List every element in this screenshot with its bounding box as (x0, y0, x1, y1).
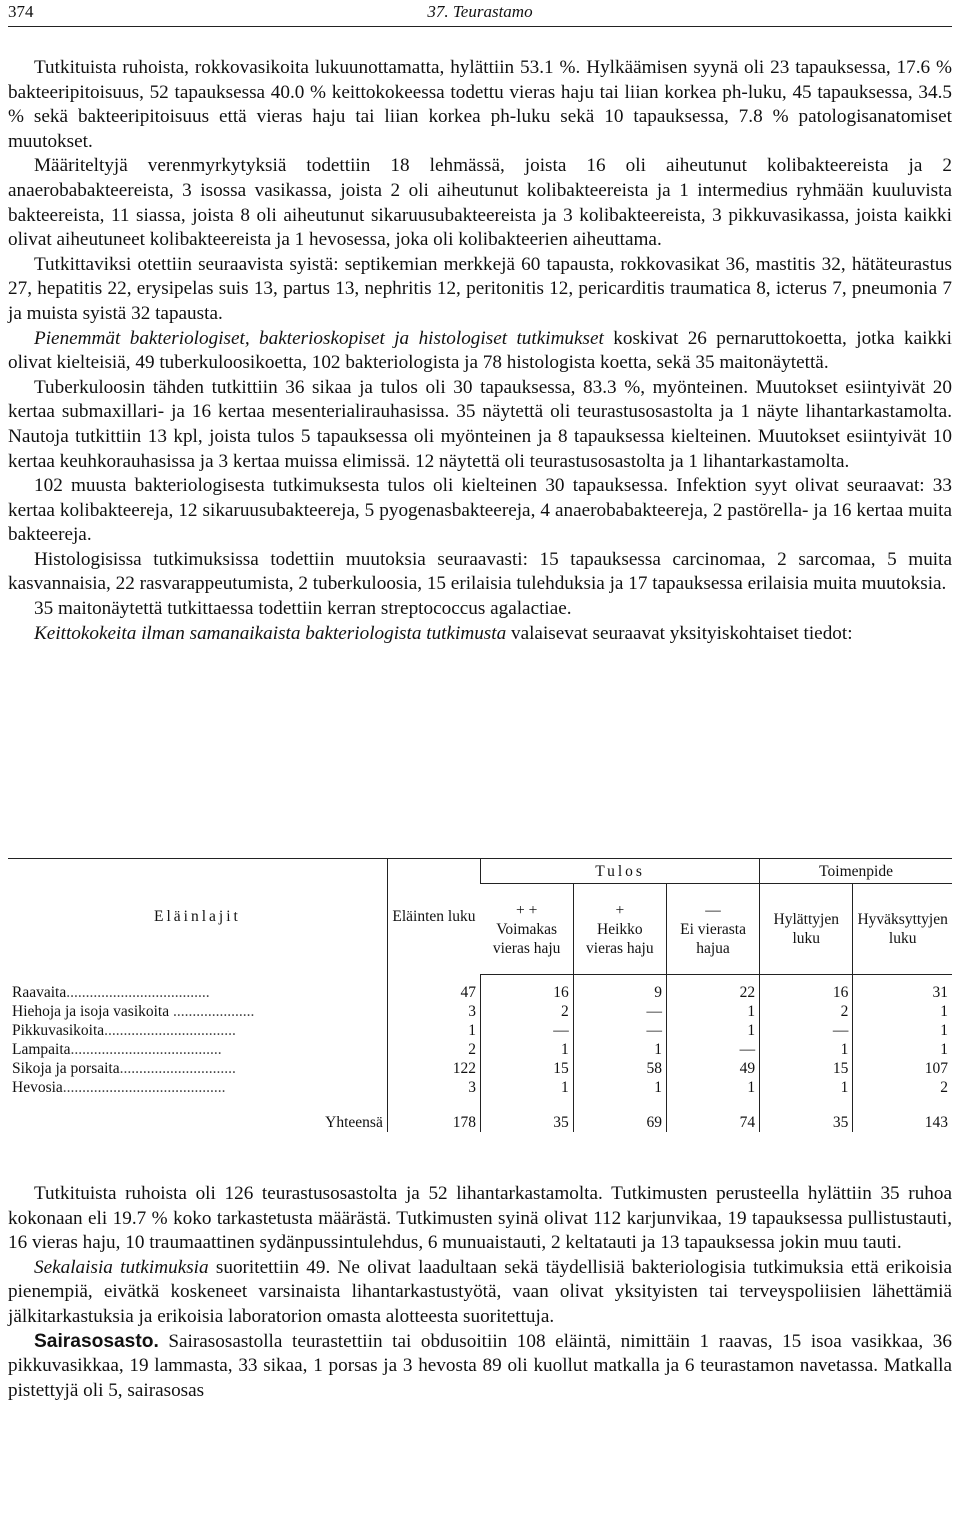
col-header-toimenpide: Toimenpide (760, 859, 952, 884)
row-label: Raavaita..................................... (12, 983, 210, 1001)
cell: 2 (853, 1078, 952, 1097)
paragraph: Histologisissa tutkimuksissa todettiin muutoksia seuraavasti: 15 tapauksessa carcinomaa, 2 sarcomaa, 5 muita kasvannaisia, 22 rasvarappeutumista, 2 tuberkuloosia, 15 erilaisia tulehduksia ja 17 tapauksessa erilaisia muita muutoksia. (8, 548, 952, 595)
table-header-row (8, 859, 952, 884)
col-header-weak-odor: + Heikko vieras haju (573, 884, 666, 975)
cell: 107 (853, 1059, 952, 1078)
table-row (8, 1059, 952, 1078)
paragraph (8, 327, 952, 376)
cell: 1 (666, 1021, 759, 1040)
paragraph-text: Sairasosastolla teurastettiin tai obdusoitiin 108 eläintä, nimittäin 1 raavas, 15 isoa vasikkaa, 36 pikkuvasikkaa, 19 lammasta, 33 sikaa, 1 porsas ja 3 hevosta 89 oli kuollut matkalla ja 6 teurastamon navetassa. Matkalla pistettyjä oli 5, sairasosas (8, 1330, 952, 1401)
cell: 1 (481, 1040, 574, 1059)
paragraph-text: valaisevat seuraavat yksityiskohtaiset tiedot: (506, 622, 853, 644)
row-label: Lampaita....................................... (12, 1041, 222, 1058)
bold-heading: Sairasosasto. (34, 1330, 159, 1352)
italic-heading: Pienemmät bakteriologiset, bakterioskopiset ja histologiset tutkimukset (34, 327, 604, 349)
table-row (8, 1040, 952, 1059)
cell: 1 (853, 1040, 952, 1059)
table-row (8, 1002, 952, 1021)
cell: 47 (387, 975, 480, 1003)
chapter-title: 37. Teurastamo (427, 2, 533, 21)
cell: 1 (760, 1078, 853, 1097)
cell: 31 (853, 975, 952, 1003)
paragraph (8, 1330, 952, 1404)
page-header (8, 0, 952, 26)
paragraph (8, 622, 952, 647)
cell: 69 (573, 1097, 666, 1132)
cell: 1 (481, 1078, 574, 1097)
row-label: Hiehoja ja isoja vasikoita ..................... (12, 1003, 255, 1020)
boiling-test-table (8, 858, 952, 1132)
paragraph: Määriteltyjä verenmyrkytyksiä todettiin 18 lehmässä, joista 16 oli aiheutunut kolibakteereista ja 2 anaerobabakteereista, 3 isossa vasikassa, joista 2 oli aiheutunut kolibakteereista ja 1 intermedius ryhmään kuuluvista bakteereista, 11 siassa, joista 8 oli aiheutunut sikaruusubakteereista ja 3 kolibakteereista, 3 pikkuvasikassa, joista kaikki olivat aiheutuneet kolibakteereista ja 1 hevosessa, joka oli kolibakteerien aiheuttama. (8, 155, 952, 251)
cell: 1 (666, 1002, 759, 1021)
cell: 35 (760, 1097, 853, 1132)
italic-heading: Sekalaisia tutkimuksia (34, 1256, 209, 1278)
cell: 1 (853, 1021, 952, 1040)
paragraph: Tutkittaviksi otettiin seuraavista syistä: septikemian merkkejä 60 tapausta, rokkovasikat 36, mastitis 32, hätäteurastus 27, hepatitis 22, erysipelas suis 13, partus 13, nephritis 12, peritonitis 12, pericarditis traumatica 8, icterus 7, pneumonia 7 ja muista syistä 32 tapausta. (8, 253, 952, 324)
italic-heading: Keittokokeita ilman samanaikaista bakteriologista tutkimusta (34, 622, 507, 644)
cell: 22 (666, 975, 759, 1003)
cell: 178 (387, 1097, 480, 1132)
cell: — (573, 1002, 666, 1021)
cell: 143 (853, 1097, 952, 1132)
paragraph: Tutkituista ruhoista, rokkovasikoita lukuunottamatta, hylättiin 53.1 %. Hylkäämisen syynä oli 23 tapauksessa, 17.6 % bakteeripitoisuus, 52 tapauksessa 40.0 % keittokokeessa todettu vieras haju tai liian korkea ph-luku, 45 tapauksessa, 34.5 % sekä bakteeripitoisuus että vieras haju tai liian korkea ph-luku sekä 10 tapauksessa, 7.8 % patologisanatomiset muutokset. (8, 57, 952, 152)
cell: 15 (481, 1059, 574, 1078)
cell: 1 (760, 1040, 853, 1059)
cell: 1 (573, 1078, 666, 1097)
table-row (8, 1078, 952, 1097)
cell: 16 (481, 975, 574, 1003)
text-block-top (8, 56, 952, 646)
cell: 74 (666, 1097, 759, 1132)
cell: 2 (387, 1040, 480, 1059)
total-label: Yhteensä (325, 1114, 383, 1131)
cell: 1 (666, 1078, 759, 1097)
col-header-rejected: Hylättyjen luku (760, 884, 853, 975)
col-header-no-odor: — Ei vierasta hajua (666, 884, 759, 975)
cell: 3 (387, 1078, 480, 1097)
cell: 122 (387, 1059, 480, 1078)
paragraph: Tutkituista ruhoista oli 126 teurastusosastolta ja 52 lihantarkastamolta. Tutkimusten perusteella hylättiin 35 ruhoa kokonaan eli 19.7 % koko tarkastetusta määrästä. Tutkimusten syinä olivat 112 karjunvikaa, 19 tapauksessa pullistustauti, 16 vieras haju, 10 traumaattinen sydänpussintulehdus, 6 munuaistauti, 2 keltatauti ja 13 tapauksessa jokin muu tauti. (8, 1183, 952, 1254)
paragraph: Tuberkuloosin tähden tutkittiin 36 sikaa ja tulos oli 30 tapauksessa, 83.3 %, myönteinen. Muutokset esiintyivät 20 kertaa submaxillari- ja 16 kertaa mesenterialirauhasissa. 35 näytettä oli teurastusosastolta ja 1 näyte lihantarkastamolta. Nautoja tutkittiin 13 kpl, joista tulos 5 tapauksessa oli myönteinen ja 8 tapauksessa kielteinen. Muutokset esiintyivät 10 kertaa keuhkorauhasissa ja 3 kertaa muissa elimissä. 12 näytettä oli teurastusosastolta ja 1 lihantarkastamolta. (8, 376, 952, 472)
col-header-strong-odor: + + Voimakas vieras haju (481, 884, 574, 975)
cell: 49 (666, 1059, 759, 1078)
row-label: Sikoja ja porsaita.............................. (12, 1060, 236, 1077)
table-total-row (8, 1097, 952, 1132)
cell: 1 (387, 1021, 480, 1040)
cell: — (666, 1040, 759, 1059)
table-row (8, 1021, 952, 1040)
paragraph: 35 maitonäytettä tutkittaessa todettiin kerran streptococcus agalactiae. (34, 598, 572, 620)
col-header-accepted: Hyväksyttyjen luku (853, 884, 952, 975)
cell: 58 (573, 1059, 666, 1078)
paragraph (8, 1256, 952, 1330)
text-block-bottom (8, 1182, 952, 1403)
cell: 15 (760, 1059, 853, 1078)
cell: 9 (573, 975, 666, 1003)
cell: 35 (481, 1097, 574, 1132)
cell: 2 (481, 1002, 574, 1021)
cell: 1 (573, 1040, 666, 1059)
cell: 3 (387, 1002, 480, 1021)
row-label: Hevosia.......................................... (12, 1079, 226, 1096)
paragraph-text: suoritettiin 49. Ne olivat laadultaan sekä täydellisiä bakteriologisia tutkimuksia että erikoisia pienempiä, eivätkä koskeneet varsinaista lihantarkastustyötä, vaan olivat yksityisten tai terveyspoliisien lähettämiä jälkitarkastuksia ja erikoisia laboratorion omasta alotteesta suoritettuja. (8, 1256, 952, 1327)
cell: 1 (853, 1002, 952, 1021)
row-label: Pikkuvasikoita.................................. (12, 1022, 236, 1039)
col-header-tulos: Tulos (481, 859, 760, 884)
page-number: 374 (8, 2, 34, 21)
col-header-count: Eläinten luku (387, 859, 480, 975)
cell: — (760, 1021, 853, 1040)
paragraph-text: koskivat 26 pernaruttokoetta, jotka kaikki olivat kielteisiä, 49 tuberkuloosikoetta, 102 bakteriologista ja 78 histologista koetta, sekä 35 maitonäytettä. (8, 327, 952, 374)
cell: — (481, 1021, 574, 1040)
cell: 2 (760, 1002, 853, 1021)
col-header-animal: Eläinlajit (8, 859, 387, 975)
cell: — (573, 1021, 666, 1040)
paragraph: 102 muusta bakteriologisesta tutkimuksesta tulos oli kielteinen 30 tapauksessa. Infektion syyt olivat seuraavat: 33 kertaa kolibakteereja, 12 sikaruusubakteereja, 5 pyogenasbakteereja, 4 anaerobabakteereja, 2 pastörella- ja 16 kertaa muita bakteereja. (8, 475, 952, 546)
table-row (8, 975, 952, 1003)
cell: 16 (760, 975, 853, 1003)
header-rule (8, 26, 952, 27)
